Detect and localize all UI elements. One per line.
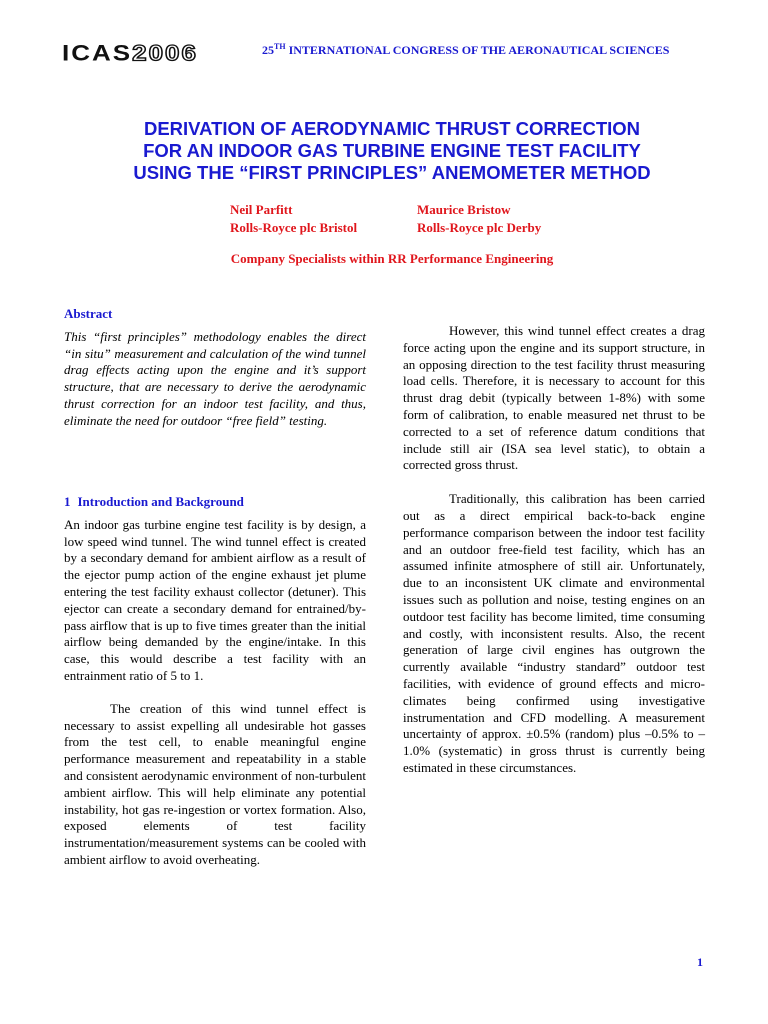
abstract-heading: Abstract [64,306,113,321]
logo-text-year: 2006 [132,40,198,66]
author-block-1 [230,201,357,237]
author-affiliation: Rolls-Royce plc Bristol [230,220,358,235]
section-introduction [64,494,366,869]
section-title: Introduction and Background [77,494,244,509]
congress-ordinal-suffix: TH [274,42,286,51]
abstract-text: This “first principles” methodology enables the direct “in situ” measurement and calculation of the wind tunnel drag effects acting upon the engine and it’s support structure, that are necessary to derive the aerodynamic thrust correction for an indoor test facility, and thus, eliminate the need for outdoor “free field” testing. [64,328,366,428]
author-affiliation: Rolls-Royce plc Derby [417,220,542,235]
congress-header [262,42,669,58]
specialists-line: Company Specialists within RR Performance Engineering [230,251,554,266]
logo-text-icas: ICAS [62,40,133,66]
title-line-2: FOR AN INDOOR GAS TURBINE ENGINE TEST FACILITY [143,140,641,161]
icas-2006-logo [62,40,198,66]
section-number: 1 [64,494,71,509]
section-heading [64,494,366,511]
title-line-1: DERIVATION OF AERODYNAMIC THRUST CORRECTION [143,118,641,139]
paper-title [62,118,722,184]
author-name: Neil Parfitt [230,202,293,217]
page-number: 1 [697,955,703,969]
right-column [403,323,705,777]
congress-name: INTERNATIONAL CONGRESS OF THE AERONAUTICAL SCIENCES [285,43,670,57]
abstract-section [64,306,366,430]
author-block-2 [417,201,541,237]
right-paragraph-1: However, this wind tunnel effect creates a drag force acting upon the engine and its support structure, in an opposing direction to the test facility thrust measuring load cells. Therefore, it is necessary to account for this thrust drag debit (typically between 1-8%) with some form of calibration, to enable measured net thrust to be corrected to a set of reference datum conditions that include still air (ISA sea level static), to obtain a corrected gross thrust. [403,323,705,473]
right-paragraph-2: Traditionally, this calibration has been carried out as a direct empirical back-to-back engine performance comparison between the indoor test facility and an outdoor free-field test facility, which has an assumed infinite atmosphere of still air. Unfortunately, due to an inconsistent UK climate and environmental issues such as pollution and noise, testing engines on an outdoor test facility has become limited, time consuming and costly, with inconsistent results. Also, the recent generation of large civil engines has outgrown the currently available “industry standard” outdoor test facilities, with evidence of ground effects and micro-climates being confirmed using investigative instrumentation and CFD modelling. A measurement uncertainty of approx. ±0.5% (random) plus –0.5% to –1.0% (systematic) in gross thrust is currently being estimated in these circumstances. [403,491,705,775]
title-line-3: USING THE “FIRST PRINCIPLES” ANEMOMETER METHOD [133,162,651,183]
congress-ordinal: 25 [262,43,274,57]
author-name: Maurice Bristow [417,202,511,217]
intro-paragraph-1: An indoor gas turbine engine test facility is by design, a low speed wind tunnel. The wind tunnel effect is created by a secondary demand for ambient airflow as a result of the ejector pump action of the engine exhaust jet plume entering the test facility exhaust collector (detuner). This ejector can create a secondary demand for entrained/by-pass airflow that is up to five times greater than the initial airflow being demanded by the engine/intake. In this case, this would describe a test facility with an entrainment ratio of 5 to 1. [64,516,366,683]
intro-paragraph-2: The creation of this wind tunnel effect is necessary to assist expelling all undesirable hot gasses from the test cell, to enable meaningful engine performance measurement and repeatability in a stable and consistent aerodynamic environment of non-turbulent ambient airflow. This will help eliminate any potential instability, hot gas re-ingestion or vortex formation. Also, exposed elements of test facility instrumentation/measurement systems can be cooled with ambient airflow to avoid overheating. [64,700,366,867]
